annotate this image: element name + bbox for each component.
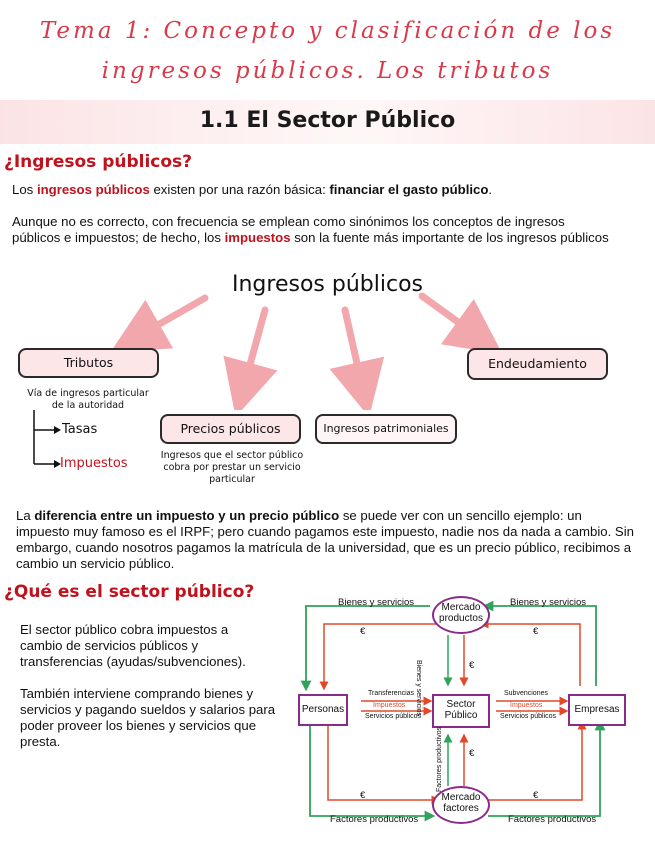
node-patrimoniales: Ingresos patrimoniales xyxy=(315,414,457,444)
title-line-1: Tema 1: Concepto y clasificación de los xyxy=(39,18,616,44)
paragraph-sector-2: También interviene comprando bienes y servicios y pagando sueldos y salarios para poder proveer los bienes y servicios que presta. xyxy=(20,686,276,749)
flow-bienes-right: Bienes y servicios xyxy=(510,597,587,608)
node-mercado-factores: Mercado factores xyxy=(432,786,490,824)
label-impuestos-left: Impuestos xyxy=(373,702,406,709)
label-subvenciones: Subvenciones xyxy=(504,690,548,697)
label-transferencias: Transferencias xyxy=(368,690,415,697)
label-vertical-bienes: Bienes y servicios xyxy=(415,660,422,717)
precios-desc: Ingresos que el sector público cobra por prestar un servicio particular xyxy=(160,450,304,485)
heading-ingresos: ¿Ingresos públicos? xyxy=(4,152,193,172)
euro-top-right: € xyxy=(533,626,539,637)
flow-factores-right: Factores productivos xyxy=(508,814,597,825)
flow-bienes-left: Bienes y servicios xyxy=(338,597,415,608)
euro-mid-bottom: € xyxy=(469,748,475,759)
euro-bottom-left: € xyxy=(360,790,366,801)
title-line-2: ingresos públicos. Los tributos xyxy=(101,58,554,84)
section-title: 1.1 El Sector Público xyxy=(199,108,456,133)
node-mercado-productos: Mercado productos xyxy=(432,596,490,634)
heading-sector: ¿Qué es el sector público? xyxy=(4,582,255,602)
paragraph-1: Los ingresos públicos existen por una razón básica: financiar el gasto público. xyxy=(12,182,493,197)
label-servicios-left: Servicios públicos xyxy=(365,713,422,720)
label-tasas: Tasas xyxy=(62,422,98,437)
node-sector-publico: Sector Público xyxy=(432,694,490,728)
map-title: Ingresos públicos xyxy=(232,272,423,297)
euro-mid-top: € xyxy=(469,660,475,671)
label-impuestos-right: Impuestos xyxy=(510,702,543,709)
node-personas: Personas xyxy=(298,694,348,726)
euro-top-left: € xyxy=(360,626,366,637)
label-impuestos: Impuestos xyxy=(60,456,128,471)
tributos-desc: Vía de ingresos particular de la autoridad xyxy=(27,388,149,411)
label-servicios-right: Servicios públicos xyxy=(500,713,557,720)
flow-factores-left: Factores productivos xyxy=(330,814,419,825)
node-empresas: Empresas xyxy=(568,694,626,726)
paragraph-2: Aunque no es correcto, con frecuencia se emplean como sinónimos los conceptos de ingresos públicos e impuestos; de hecho, los impuestos son la fuente más importante de los ingresos públicos xyxy=(12,214,609,245)
node-tributos: Tributos xyxy=(18,348,159,378)
node-endeudamiento: Endeudamiento xyxy=(467,348,608,380)
euro-bottom-right: € xyxy=(533,790,539,801)
label-vertical-factores: Factores productivos xyxy=(436,727,443,792)
tributos-branches xyxy=(24,408,64,470)
paragraph-diferencia: La diferencia entre un impuesto y un precio público se puede ver con un sencillo ejemplo: un impuesto muy famoso es el IRPF; pero cuando pagamos este impuesto, nadie nos da nada a cambio. Sin embargo, cuando nosotros pagamos la matrícula de la universidad, que es un precio público, recibimos a cambio un servicio público. xyxy=(16,508,634,571)
paragraph-sector-1: El sector público cobra impuestos a cambio de servicios públicos y transferencias (ayudas/subvenciones). xyxy=(20,622,246,669)
node-precios: Precios públicos xyxy=(160,414,301,444)
